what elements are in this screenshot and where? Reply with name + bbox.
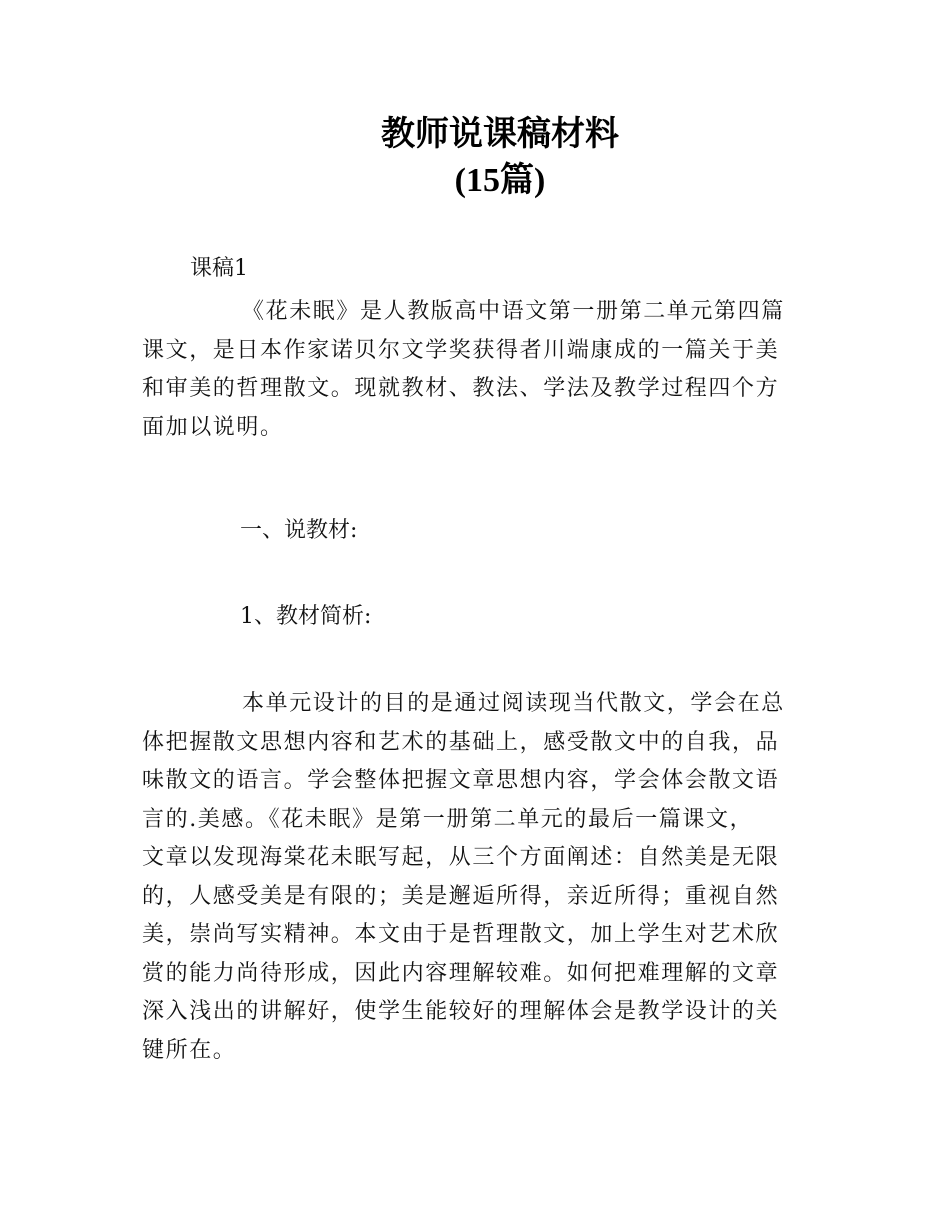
paragraph-line: 赏的能力尚待形成，因此内容理解较难。如何把难理解的文章 — [142, 960, 780, 986]
paragraph-line: 面加以说明。 — [142, 414, 284, 440]
paragraph-line: 键所在。 — [142, 1037, 237, 1063]
paragraph-line: 味散文的语言。学会整体把握文章思想内容，学会体会散文语 — [142, 768, 780, 793]
document-title: 教师说课稿材料 — [381, 116, 619, 153]
section-label: 课稿1 — [190, 256, 248, 281]
paragraph-line: 本单元设计的目的是通过阅读现当代散文，学会在总 — [242, 691, 785, 716]
paragraph-line: 和审美的哲理散文。现就教材、教法、学法及教学过程四个方 — [142, 376, 780, 401]
paragraph-line: 的，人感受美是有限的；美是邂逅所得，亲近所得；重视自然 — [142, 883, 780, 909]
heading-teaching-material: 一、说教材: — [240, 518, 358, 543]
paragraph-line: 《花未眠》是人教版高中语文第一册第二单元第四篇 — [242, 299, 785, 324]
intro-paragraph — [142, 293, 822, 447]
paragraph-line: 体把握散文思想内容和艺术的基础上，感受散文中的自我，品 — [142, 729, 780, 755]
paragraph-line: 言的.美感。《花未眠》是第一册第二单元的最后一篇课文， — [142, 806, 754, 832]
paragraph-line: 深入浅出的讲解好，使学生能较好的理解体会是教学设计的关 — [142, 999, 780, 1024]
paragraph-line: 美，崇尚写实精神。本文由于是哲理散文，加上学生对艺术欣 — [142, 922, 780, 947]
document-subtitle: (15篇) — [454, 162, 546, 199]
paragraph-line: 课文，是日本作家诺贝尔文学奖获得者川端康成的一篇关于美 — [142, 337, 780, 363]
body-paragraph — [142, 685, 822, 1070]
heading-material-analysis: 1、教材简析: — [240, 604, 372, 629]
paragraph-line: 文章以发现海棠花未眠写起，从三个方面阐述：自然美是无限 — [142, 845, 780, 870]
